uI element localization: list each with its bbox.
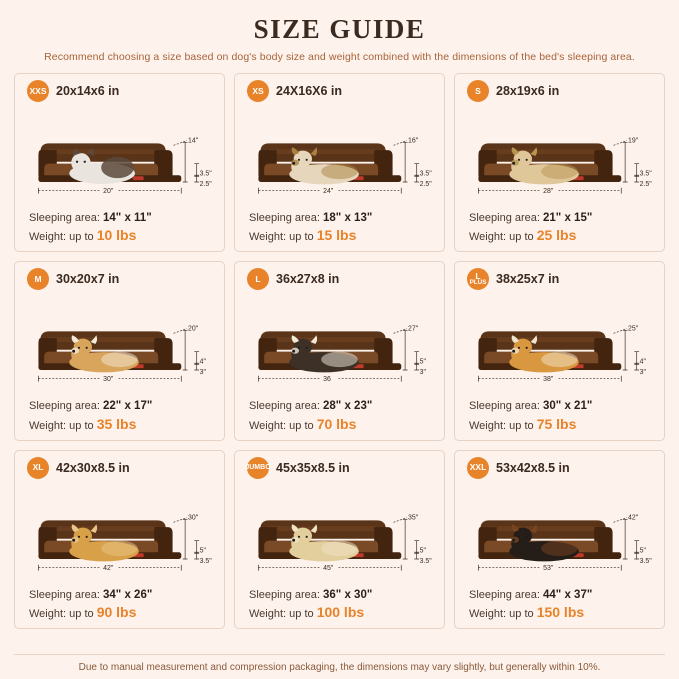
- bed-illustration: [243, 291, 436, 397]
- svg-text:16": 16": [408, 137, 419, 145]
- sleeping-area-label: Sleeping area:: [29, 400, 100, 413]
- svg-text:19": 19": [628, 137, 639, 145]
- weight-label: Weight:: [29, 419, 67, 432]
- sleeping-area-row: [249, 588, 436, 604]
- svg-text:2.5": 2.5": [639, 180, 652, 188]
- weight-value: 75 lbs: [536, 415, 577, 432]
- svg-text:3": 3": [639, 369, 646, 377]
- size-card-specs: [23, 588, 216, 624]
- disclaimer-note: Due to manual measurement and compression packaging, the dimensions may vary slightly, but generally within 10%.: [14, 654, 665, 673]
- svg-text:3.5": 3.5": [639, 557, 652, 565]
- size-card-header: [463, 268, 656, 290]
- sleeping-area-row: [469, 588, 656, 604]
- size-card-specs: [243, 588, 436, 624]
- svg-text:24": 24": [323, 188, 334, 196]
- svg-text:3": 3": [199, 369, 206, 377]
- weight-label: Weight:: [469, 608, 507, 621]
- bed-figure-svg: [243, 103, 436, 209]
- svg-text:3.5": 3.5": [419, 557, 432, 565]
- sleeping-area-value: 36" x 30": [323, 588, 373, 601]
- weight-row: [29, 415, 216, 434]
- sleeping-area-row: [29, 588, 216, 604]
- weight-upto: up to: [69, 419, 94, 432]
- bed-figure-svg: [23, 103, 216, 209]
- size-badge: L PLUS: [467, 268, 489, 290]
- weight-label: Weight:: [469, 231, 507, 244]
- sleeping-area-value: 21" x 15": [543, 211, 593, 224]
- weight-value: 10 lbs: [96, 227, 137, 244]
- sleeping-area-row: [29, 399, 216, 415]
- size-card-jumbo[interactable]: [234, 450, 445, 629]
- bed-figure-svg: [243, 480, 436, 586]
- bed-dimensions: 24X16X6 in: [276, 84, 343, 98]
- bed-figure-svg: [463, 291, 656, 397]
- sleeping-area-row: [249, 211, 436, 227]
- bed-illustration: [23, 103, 216, 209]
- bed-dimensions: 42x30x8.5 in: [56, 460, 130, 475]
- weight-upto: up to: [69, 608, 94, 621]
- size-card-header: [23, 457, 216, 479]
- weight-value: 90 lbs: [96, 604, 137, 621]
- svg-text:35": 35": [408, 514, 419, 522]
- bed-dimensions: 38x25x7 in: [496, 272, 560, 287]
- bed-figure-svg: [463, 480, 656, 586]
- size-card-m[interactable]: [14, 261, 225, 440]
- weight-label: Weight:: [29, 231, 67, 244]
- sleeping-area-label: Sleeping area:: [469, 211, 540, 224]
- bed-dimensions: 53x42x8.5 in: [496, 460, 570, 475]
- svg-text:3.5": 3.5": [639, 170, 652, 178]
- size-card-header: [243, 80, 436, 102]
- size-badge: L: [247, 268, 269, 290]
- size-badge: XXS: [27, 80, 49, 102]
- svg-text:30": 30": [103, 376, 114, 384]
- weight-value: 15 lbs: [316, 227, 357, 244]
- weight-row: [249, 226, 436, 245]
- weight-label: Weight:: [249, 608, 287, 621]
- weight-upto: up to: [69, 231, 94, 244]
- bed-illustration: [243, 103, 436, 209]
- bed-illustration: [463, 291, 656, 397]
- sleeping-area-value: 18" x 13": [323, 211, 373, 224]
- size-card-header: [243, 457, 436, 479]
- svg-text:2.5": 2.5": [419, 180, 432, 188]
- size-badge: S: [467, 80, 489, 102]
- size-badge: XS: [247, 80, 269, 102]
- bed-figure-svg: [23, 291, 216, 397]
- svg-text:36: 36: [323, 376, 331, 384]
- svg-text:3.5": 3.5": [419, 170, 432, 178]
- bed-illustration: [243, 480, 436, 586]
- weight-value: 25 lbs: [536, 227, 577, 244]
- sleeping-area-value: 44" x 37": [543, 588, 593, 601]
- svg-text:3.5": 3.5": [199, 557, 212, 565]
- svg-text:5": 5": [419, 546, 426, 554]
- size-card-specs: [463, 211, 656, 247]
- svg-text:3.5": 3.5": [199, 170, 212, 178]
- page-title: SIZE GUIDE: [253, 14, 426, 44]
- sleeping-area-label: Sleeping area:: [249, 400, 320, 413]
- bed-dimensions: 28x19x6 in: [496, 84, 560, 98]
- sleeping-area-row: [29, 211, 216, 227]
- size-card-s[interactable]: [454, 73, 665, 252]
- size-badge: M: [27, 268, 49, 290]
- svg-text:20": 20": [103, 188, 114, 196]
- page-subtitle: Recommend choosing a size based on dog's body size and weight combined with the dimensions of the bed's sleeping area.: [44, 51, 635, 63]
- svg-text:5": 5": [639, 546, 646, 554]
- weight-upto: up to: [289, 231, 314, 244]
- bed-dimensions: 20x14x6 in: [56, 84, 120, 98]
- size-card-header: [463, 457, 656, 479]
- weight-upto: up to: [289, 608, 314, 621]
- svg-text:42": 42": [628, 514, 639, 522]
- size-card-xl[interactable]: [14, 450, 225, 629]
- svg-text:4": 4": [639, 358, 646, 366]
- weight-label: Weight:: [249, 419, 287, 432]
- bed-figure-svg: [243, 291, 436, 397]
- svg-text:5": 5": [419, 358, 426, 366]
- size-card-specs: [463, 399, 656, 435]
- svg-text:14": 14": [188, 137, 199, 145]
- weight-row: [249, 603, 436, 622]
- size-card-specs: [23, 399, 216, 435]
- size-badge: XL: [27, 457, 49, 479]
- weight-row: [29, 226, 216, 245]
- weight-value: 70 lbs: [316, 415, 357, 432]
- size-card-xxs[interactable]: [14, 73, 225, 252]
- size-card-header: [23, 268, 216, 290]
- weight-row: [469, 226, 656, 245]
- bed-illustration: [463, 103, 656, 209]
- bed-illustration: [23, 291, 216, 397]
- sleeping-area-value: 34" x 26": [103, 588, 153, 601]
- size-card-specs: [463, 588, 656, 624]
- sleeping-area-label: Sleeping area:: [249, 211, 320, 224]
- bed-dimensions: 45x35x8.5 in: [276, 460, 350, 475]
- bed-dimensions: 36x27x8 in: [276, 272, 340, 287]
- sleeping-area-row: [469, 399, 656, 415]
- svg-text:20": 20": [188, 325, 199, 333]
- sleeping-area-label: Sleeping area:: [469, 400, 540, 413]
- bed-illustration: [23, 480, 216, 586]
- weight-upto: up to: [509, 419, 534, 432]
- sleeping-area-label: Sleeping area:: [249, 588, 320, 601]
- size-card-header: [23, 80, 216, 102]
- sleeping-area-label: Sleeping area:: [29, 588, 100, 601]
- weight-label: Weight:: [249, 231, 287, 244]
- sleeping-area-row: [249, 399, 436, 415]
- size-badge: JUMBO: [247, 457, 269, 479]
- size-badge: XXL: [467, 457, 489, 479]
- svg-text:28": 28": [543, 188, 554, 196]
- size-card-header: [243, 268, 436, 290]
- weight-upto: up to: [289, 419, 314, 432]
- weight-row: [469, 603, 656, 622]
- size-card-l-plus[interactable]: [454, 261, 665, 440]
- weight-upto: up to: [509, 231, 534, 244]
- size-card-grid: [14, 73, 665, 629]
- svg-text:4": 4": [199, 358, 206, 366]
- size-card-specs: [243, 399, 436, 435]
- svg-text:45": 45": [323, 564, 334, 572]
- sleeping-area-value: 22" x 17": [103, 400, 153, 413]
- size-card-specs: [243, 211, 436, 247]
- sleeping-area-value: 30" x 21": [543, 400, 593, 413]
- svg-text:2.5": 2.5": [199, 180, 212, 188]
- weight-label: Weight:: [469, 419, 507, 432]
- size-card-xxl[interactable]: [454, 450, 665, 629]
- bed-figure-svg: [463, 103, 656, 209]
- svg-text:53": 53": [543, 564, 554, 572]
- sleeping-area-value: 28" x 23": [323, 400, 373, 413]
- bed-illustration: [463, 480, 656, 586]
- svg-text:25": 25": [628, 325, 639, 333]
- weight-row: [29, 603, 216, 622]
- weight-upto: up to: [509, 608, 534, 621]
- weight-value: 35 lbs: [96, 415, 137, 432]
- sleeping-area-value: 14" x 11": [103, 211, 152, 224]
- weight-label: Weight:: [29, 608, 67, 621]
- svg-text:3": 3": [419, 369, 426, 377]
- size-card-specs: [23, 211, 216, 247]
- bed-figure-svg: [23, 480, 216, 586]
- svg-text:38": 38": [543, 376, 554, 384]
- size-card-header: [463, 80, 656, 102]
- sleeping-area-row: [469, 211, 656, 227]
- svg-text:27": 27": [408, 325, 419, 333]
- size-card-xs[interactable]: [234, 73, 445, 252]
- weight-value: 100 lbs: [316, 604, 365, 621]
- svg-text:5": 5": [199, 546, 206, 554]
- sleeping-area-label: Sleeping area:: [469, 588, 540, 601]
- weight-value: 150 lbs: [536, 604, 585, 621]
- sleeping-area-label: Sleeping area:: [29, 211, 100, 224]
- bed-dimensions: 30x20x7 in: [56, 272, 120, 287]
- size-card-l[interactable]: [234, 261, 445, 440]
- svg-text:42": 42": [103, 564, 114, 572]
- svg-text:30": 30": [188, 514, 199, 522]
- weight-row: [469, 415, 656, 434]
- weight-row: [249, 415, 436, 434]
